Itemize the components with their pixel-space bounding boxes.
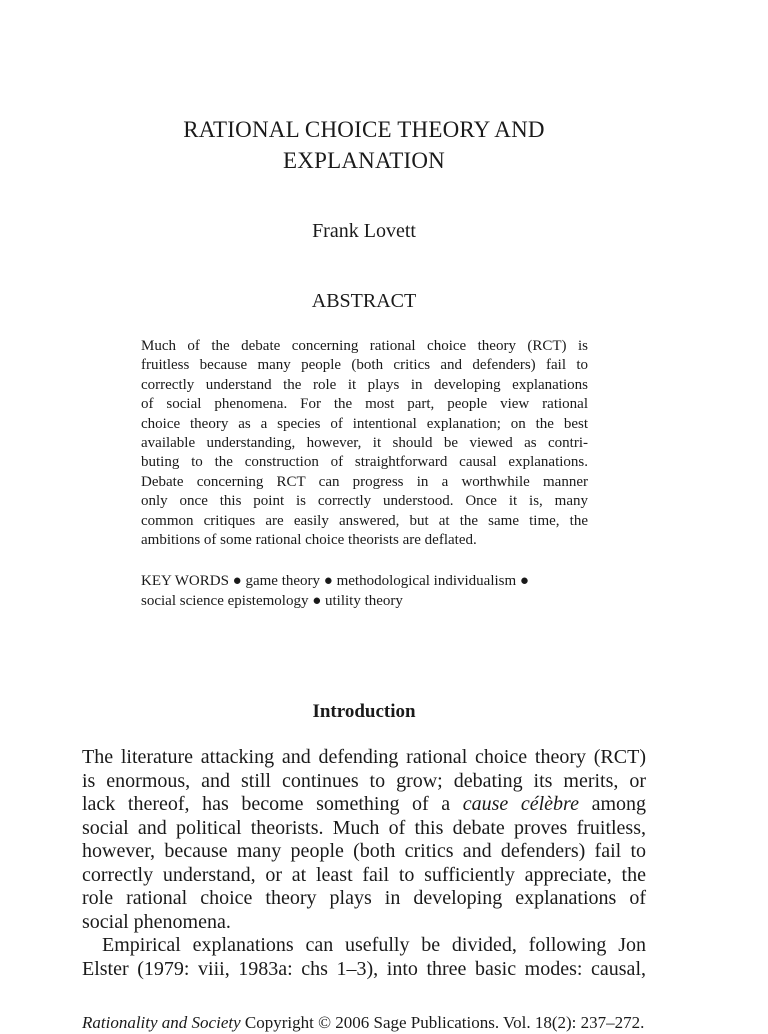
- paper-title: [0, 114, 728, 176]
- abstract-line: available understanding, however, it should be viewed as contri-: [141, 435, 588, 452]
- keyword-item: utility theory: [325, 593, 403, 609]
- abstract-line: of social phenomena. For the most part, people view rational: [141, 396, 588, 413]
- italic-phrase: cause célèbre: [462, 793, 579, 815]
- abstract-line: common critiques are easily answered, but at the same time, the: [141, 512, 588, 529]
- abstract-body: [141, 337, 588, 550]
- body-line: The literature attacking and defending rational choice theory (RCT): [82, 746, 646, 768]
- abstract-line: buting to the construction of straightforward causal explanations.: [141, 454, 588, 471]
- body-line: role rational choice theory plays in developing explanations of: [82, 887, 646, 909]
- bullet-icon: ●: [519, 573, 529, 589]
- keywords-line-2: [141, 591, 588, 611]
- bullet-icon: ●: [323, 573, 333, 589]
- keywords-line-1: [141, 571, 588, 591]
- keyword-item: game theory: [245, 573, 321, 589]
- keyword-item: methodological individualism: [336, 573, 517, 589]
- body-line-part: among: [578, 793, 647, 815]
- bullet-icon: ●: [312, 593, 322, 609]
- paper-title-line-2: EXPLANATION: [283, 148, 445, 173]
- footer-citation: [82, 1012, 682, 1034]
- abstract-line: fruitless because many people (both critics and defenders) fail to: [141, 357, 588, 374]
- abstract-line: only once this point is correctly understood. Once it is, many: [141, 493, 588, 510]
- section-heading: Introduction: [312, 701, 416, 722]
- body-line: however, because many people (both critics and defenders) fail to: [82, 840, 646, 862]
- abstract-line: correctly understand the role it plays in developing explanations: [141, 376, 588, 393]
- keywords: [141, 571, 588, 611]
- abstract-line: Debate concerning RCT can progress in a worthwhile manner: [141, 473, 588, 490]
- body-line: Elster (1979: viii, 1983a: chs 1–3), into three basic modes: causal,: [82, 957, 646, 980]
- body-line: Empirical explanations can usefully be divided, following Jon: [102, 934, 646, 956]
- body-line: correctly understand, or at least fail to sufficiently appreciate, the: [82, 863, 646, 886]
- author-name: Frank Lovett: [312, 220, 416, 242]
- body-line: social phenomena.: [82, 910, 231, 933]
- body-line: is enormous, and still continues to grow; debating its merits, or: [82, 769, 646, 792]
- abstract-line: Much of the debate concerning rational choice theory (RCT) is: [141, 338, 588, 354]
- body-line: social and political theorists. Much of this debate proves fruitless,: [82, 816, 646, 839]
- body-text: [82, 746, 646, 981]
- abstract-heading: ABSTRACT: [311, 290, 417, 312]
- copyright-text: Copyright © 2006 Sage Publications. Vol. 18(2): 237–272.: [240, 1013, 645, 1032]
- keywords-label: KEY WORDS: [141, 573, 229, 589]
- body-line-part: lack thereof, has become something of a: [82, 793, 463, 815]
- keyword-item: social science epistemology: [141, 593, 309, 609]
- abstract-line: ambitions of some rational choice theorists are deflated.: [141, 532, 477, 549]
- body-line: [82, 793, 646, 817]
- paper-title-line-1: RATIONAL CHOICE THEORY AND: [183, 117, 545, 142]
- journal-name: Rationality and Society: [82, 1013, 241, 1032]
- bullet-icon: ●: [232, 573, 242, 589]
- abstract-line: choice theory as a species of intentional explanation; on the best: [141, 415, 588, 432]
